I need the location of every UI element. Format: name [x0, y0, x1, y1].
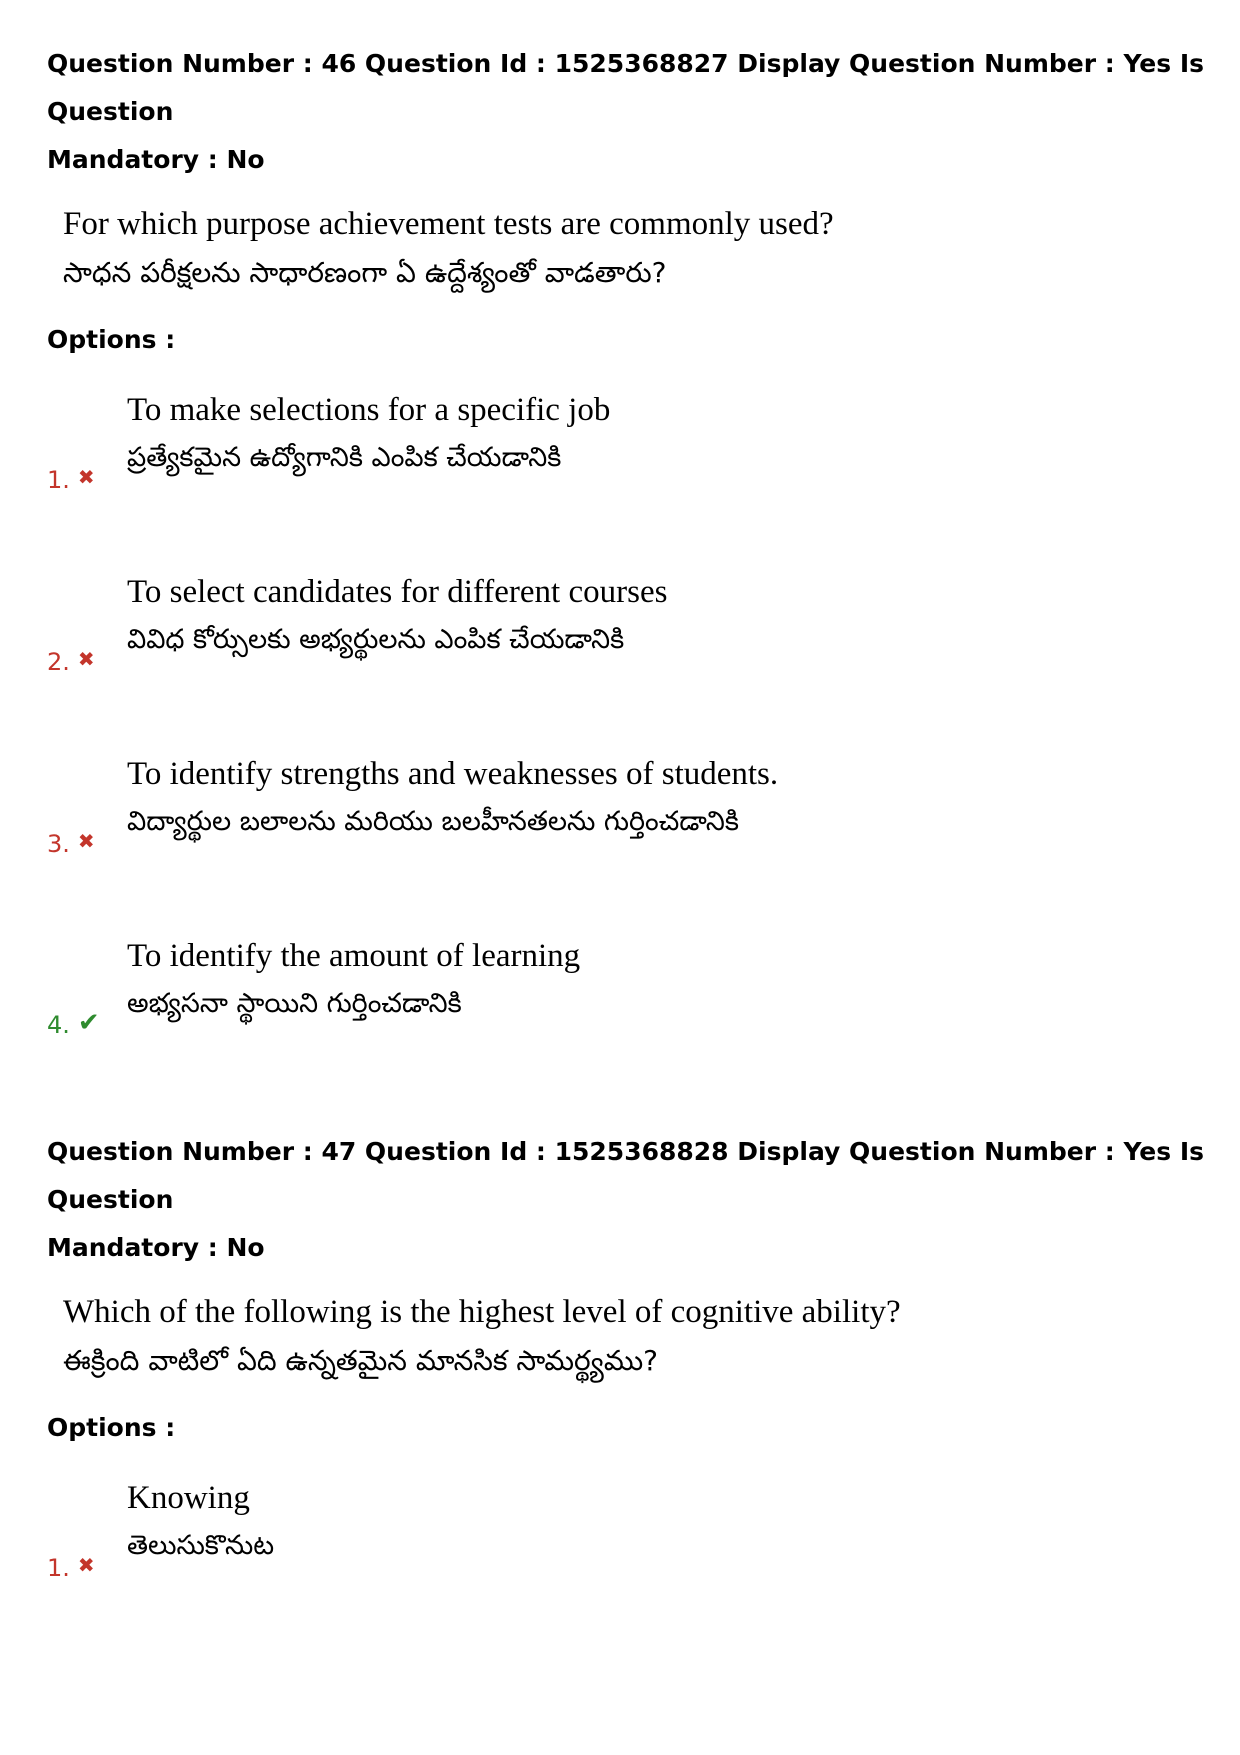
- option-number-label: 3.: [47, 830, 70, 858]
- question-text-english: For which purpose achievement tests are commonly used?: [63, 206, 834, 242]
- cross-icon: ✖: [77, 829, 95, 853]
- question-meta-line2: Mandatory : No: [47, 1233, 265, 1262]
- option-text-english: To make selections for a specific job: [127, 392, 611, 428]
- option-4: [47, 906, 1207, 1088]
- options-label: Options :: [47, 1413, 176, 1442]
- question-text: [63, 1288, 1207, 1386]
- option-text-telugu: వివిధ కోర్సులకు అభ్యర్థులను ఎంపిక చేయడానికి: [127, 624, 625, 655]
- question-meta: [47, 1128, 1207, 1272]
- option-number-label: 2.: [47, 648, 70, 676]
- question-meta-line1: Question Number : 46 Question Id : 1525368827 Display Question Number : Yes Is Question: [47, 49, 1205, 126]
- option-number: [47, 644, 95, 677]
- option-number-label: 1.: [47, 1554, 70, 1582]
- question-text: [63, 200, 1207, 298]
- option-3: [47, 724, 1207, 906]
- option-text-english: To select candidates for different courses: [127, 574, 668, 610]
- question-text-telugu: సాధన పరీక్షలను సాధారణంగా ఏ ఉద్దేశ్యంతో వాడతారు?: [63, 256, 667, 289]
- cross-icon: ✖: [77, 465, 95, 489]
- check-icon: ✔: [77, 1008, 100, 1038]
- option-text-telugu: అభ్యసనా స్థాయిని గుర్తించడానికి: [127, 988, 462, 1019]
- option-text-telugu: తెలుసుకొనుట: [127, 1530, 275, 1561]
- question-text-english: Which of the following is the highest level of cognitive ability?: [63, 1294, 901, 1330]
- option-text-english: To identify strengths and weaknesses of students.: [127, 756, 779, 792]
- question-block-47: [47, 1128, 1207, 1630]
- option-number: [47, 826, 95, 859]
- option-1: [47, 1448, 1207, 1630]
- question-meta: [47, 40, 1207, 184]
- option-text: [127, 386, 610, 482]
- option-number: [47, 1550, 95, 1583]
- option-text: [127, 750, 778, 846]
- question-block-46: [47, 40, 1207, 1088]
- option-number-label: 4.: [47, 1011, 70, 1039]
- option-text-english: Knowing: [127, 1480, 250, 1516]
- cross-icon: ✖: [77, 647, 95, 671]
- option-text: [127, 568, 667, 664]
- option-1: [47, 360, 1207, 542]
- option-text: [127, 932, 580, 1028]
- option-number-label: 1.: [47, 466, 70, 494]
- option-text-english: To identify the amount of learning: [127, 938, 581, 974]
- options-label: Options :: [47, 325, 176, 354]
- option-text-telugu: విద్యార్థుల బలాలను మరియు బలహీనతలను గుర్తించడానికి: [127, 806, 739, 837]
- option-2: [47, 542, 1207, 724]
- question-meta-line1: Question Number : 47 Question Id : 1525368828 Display Question Number : Yes Is Question: [47, 1137, 1205, 1214]
- option-text: [127, 1474, 274, 1570]
- option-number: [47, 462, 95, 495]
- cross-icon: ✖: [77, 1553, 95, 1577]
- question-meta-line2: Mandatory : No: [47, 145, 265, 174]
- question-text-telugu: ఈక్రింది వాటిలో ఏది ఉన్నతమైన మానసిక సామర్థ్యము?: [63, 1344, 659, 1377]
- option-number: [47, 1008, 100, 1040]
- option-text-telugu: ప్రత్యేకమైన ఉద్యోగానికి ఎంపిక చేయడానికి: [127, 442, 562, 473]
